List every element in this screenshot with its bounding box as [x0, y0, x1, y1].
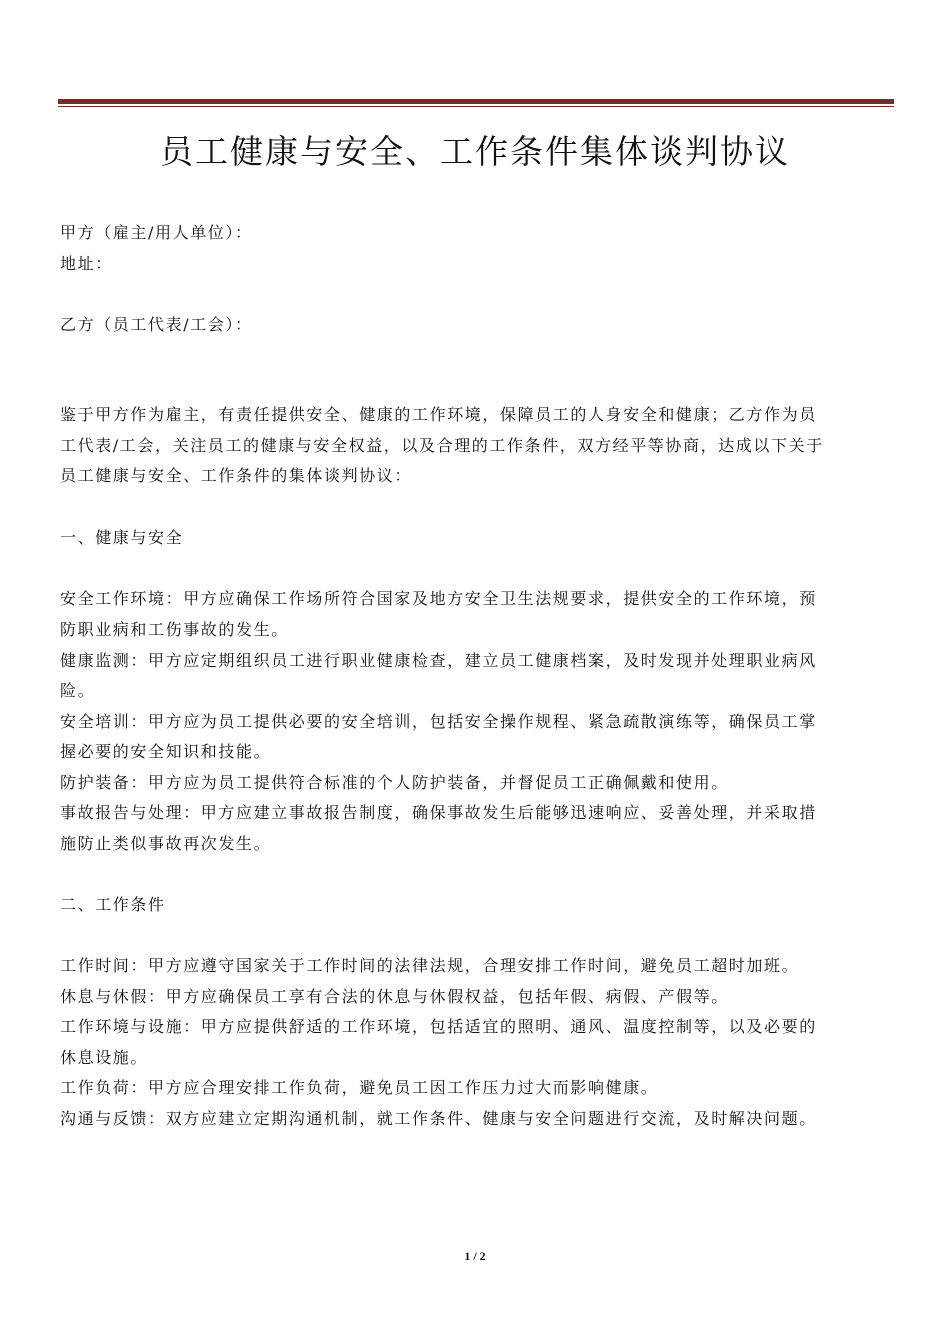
header-rule-thick: [58, 99, 894, 104]
section-2-line: 休息设施。: [60, 1048, 149, 1067]
section-1-line: 握必要的安全知识和技能。: [60, 742, 272, 761]
preamble-line: 员工健康与安全、工作条件的集体谈判协议：: [60, 466, 413, 485]
section-2-line: 工作时间：甲方应遵守国家关于工作时间的法律法规，合理安排工作时间，避免员工超时加班。: [60, 956, 800, 975]
section-1-line: 施防止类似事故再次发生。: [60, 834, 272, 853]
document-title: 员工健康与安全、工作条件集体谈判协议: [160, 132, 790, 171]
section-2-line: 工作负荷：甲方应合理安排工作负荷，避免员工因工作压力过大而影响健康。: [60, 1078, 659, 1097]
header-rule-thin: [58, 106, 894, 107]
preamble-line: 鉴于甲方作为雇主，有责任提供安全、健康的工作环境，保障员工的人身安全和健康；乙方作为员: [60, 405, 817, 424]
section-2-line: 休息与休假：甲方应确保员工享有合法的休息与休假权益，包括年假、病假、产假等。: [60, 987, 729, 1006]
section-1-line: 安全工作环境：甲方应确保工作场所符合国家及地方安全卫生法规要求，提供安全的工作环境，预: [60, 589, 817, 608]
section-1-heading: 一、健康与安全: [60, 528, 184, 547]
party-a-label: 甲方（雇主/用人单位）：: [60, 223, 253, 242]
section-1-line: 防职业病和工伤事故的发生。: [60, 620, 289, 639]
section-1-line: 安全培训：甲方应为员工提供必要的安全培训，包括安全操作规程、紧急疏散演练等，确保员工掌: [60, 712, 817, 731]
party-b-label: 乙方（员工代表/工会）：: [60, 315, 253, 334]
section-1-line: 防护装备：甲方应为员工提供符合标准的个人防护装备，并督促员工正确佩戴和使用。: [60, 773, 729, 792]
preamble-line: 工代表/工会，关注员工的健康与安全权益，以及合理的工作条件，双方经平等协商，达成以下关于: [60, 436, 824, 455]
section-1-line: 险。: [60, 681, 96, 700]
section-1-line: 事故报告与处理：甲方应建立事故报告制度，确保事故发生后能够迅速响应、妥善处理，并采取措: [60, 803, 817, 822]
section-2-line: 工作环境与设施：甲方应提供舒适的工作环境，包括适宜的照明、通风、温度控制等，以及必要的: [60, 1017, 817, 1036]
address-label: 地址：: [60, 254, 113, 273]
section-2-line: 沟通与反馈：双方应建立定期沟通机制，就工作条件、健康与安全问题进行交流，及时解决问题。: [60, 1109, 817, 1128]
page-number: 1 / 2: [464, 1249, 486, 1263]
section-1-line: 健康监测：甲方应定期组织员工进行职业健康检查，建立员工健康档案，及时发现并处理职业病风: [60, 651, 817, 670]
section-2-heading: 二、工作条件: [60, 895, 166, 914]
